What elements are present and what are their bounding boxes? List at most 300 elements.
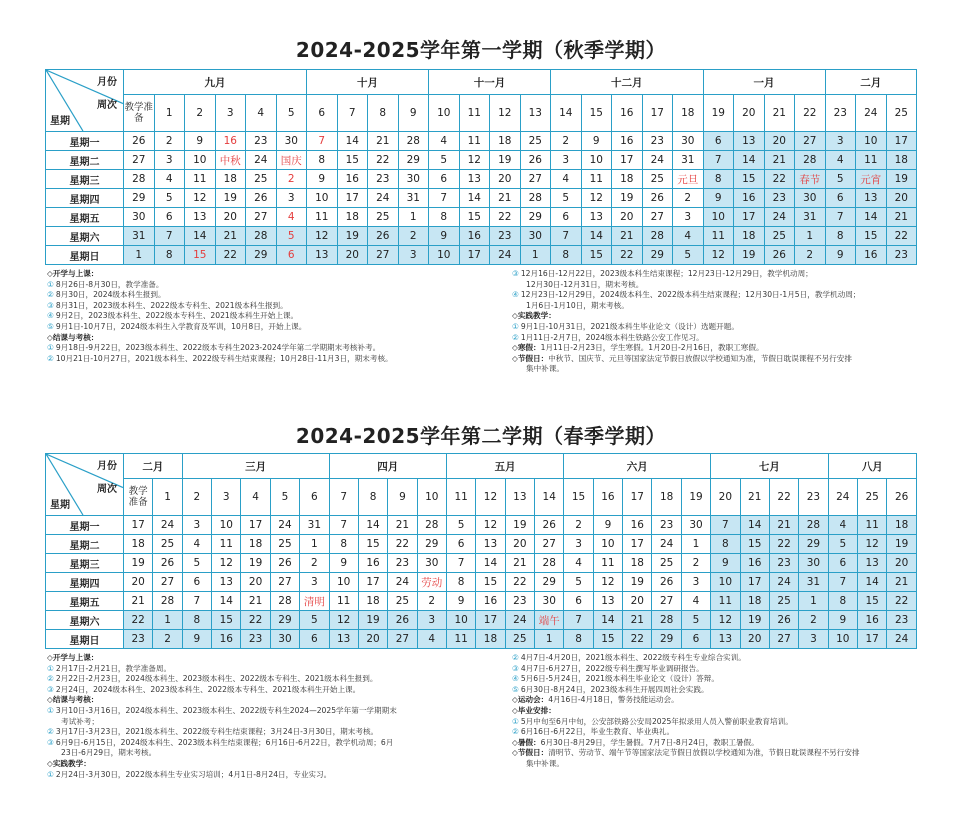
date-cell: 11	[856, 151, 887, 170]
note-line	[512, 727, 917, 738]
date-cell: 17	[740, 573, 769, 592]
week-number: 17	[623, 479, 652, 516]
note-text: 集中补课。	[526, 364, 564, 374]
note-text: 1月11日-2月23日，学生寒假。1月20日-2月16日，教职工寒假。	[540, 343, 764, 353]
date-cell: 26	[769, 611, 798, 630]
date-cell: 2	[398, 227, 429, 246]
date-cell: 27	[246, 208, 277, 227]
date-cell: 4	[681, 592, 710, 611]
date-cell: 15	[212, 611, 241, 630]
note-number: ①	[512, 716, 519, 726]
date-cell: 26	[124, 132, 155, 151]
date-cell: 23	[246, 132, 277, 151]
date-cell: 14	[358, 516, 387, 535]
date-cell: 1	[535, 630, 564, 649]
date-cell: 23	[642, 132, 673, 151]
note-line	[47, 280, 452, 291]
weekday-row	[46, 151, 917, 170]
note-text: 1月11日-2月7日，2024级本科生铁路公安工作见习。	[520, 332, 704, 342]
week-number: 24	[856, 95, 887, 132]
month-header: 七月	[711, 454, 828, 479]
date-cell: 15	[581, 246, 612, 265]
date-cell: 18	[215, 170, 246, 189]
note-number: ②	[47, 290, 54, 300]
month-header: 十一月	[429, 70, 551, 95]
note-heading: ◇结课与考核：	[47, 332, 99, 342]
date-cell: 7	[154, 227, 185, 246]
date-cell: 27	[642, 208, 673, 227]
date-cell: 11	[185, 170, 216, 189]
date-cell: 10	[329, 573, 358, 592]
date-cell: 30	[799, 554, 828, 573]
week-number: 18	[652, 479, 681, 516]
date-cell: 8	[329, 535, 358, 554]
date-cell: 5	[673, 246, 704, 265]
month-header: 八月	[828, 454, 916, 479]
date-cell: 17	[734, 208, 765, 227]
date-cell: 中秋	[215, 151, 246, 170]
note-number: ⑤	[47, 321, 54, 331]
date-cell: 6	[825, 189, 856, 208]
week-number: 教学准备	[124, 479, 153, 516]
date-cell: 11	[329, 592, 358, 611]
date-cell: 14	[185, 227, 216, 246]
date-cell: 26	[246, 189, 277, 208]
date-cell: 22	[124, 611, 153, 630]
note-number: ④	[512, 674, 519, 684]
weekday-label: 星期三	[46, 554, 124, 573]
note-line	[512, 364, 917, 375]
week-number: 1	[153, 479, 182, 516]
date-cell: 23	[505, 592, 534, 611]
week-number: 23	[799, 479, 828, 516]
note-number: ①	[47, 705, 54, 715]
date-cell: 18	[241, 535, 270, 554]
date-cell: 28	[153, 592, 182, 611]
week-number: 4	[246, 95, 277, 132]
note-heading: ◇节假日：	[512, 353, 549, 363]
month-header: 二月	[825, 70, 917, 95]
date-cell: 20	[124, 573, 153, 592]
date-cell: 23	[490, 227, 521, 246]
note-line	[47, 664, 452, 675]
date-cell: 5	[825, 170, 856, 189]
date-cell: 18	[490, 132, 521, 151]
note-line	[47, 653, 452, 664]
date-cell: 29	[246, 246, 277, 265]
date-cell: 19	[490, 151, 521, 170]
date-cell: 19	[241, 554, 270, 573]
date-cell: 14	[459, 189, 490, 208]
header-corner	[46, 454, 124, 516]
date-cell: 10	[429, 246, 460, 265]
note-line	[512, 664, 917, 675]
date-cell: 24	[642, 151, 673, 170]
date-cell: 9	[446, 592, 475, 611]
date-cell: 16	[856, 246, 887, 265]
date-cell: 30	[398, 170, 429, 189]
date-cell: 3	[154, 151, 185, 170]
date-cell: 22	[490, 208, 521, 227]
week-number: 教学准备	[124, 95, 155, 132]
month-header: 五月	[446, 454, 563, 479]
date-cell: 4	[564, 554, 593, 573]
weekday-label: 星期一	[46, 132, 124, 151]
date-cell: 14	[856, 208, 887, 227]
date-cell: 16	[337, 170, 368, 189]
date-cell: 12	[185, 189, 216, 208]
date-cell: 22	[887, 592, 917, 611]
date-cell: 21	[368, 132, 399, 151]
semester-title: 2024-2025学年第一学期（秋季学期）	[295, 38, 667, 62]
week-number: 1	[154, 95, 185, 132]
weekday-row	[46, 611, 917, 630]
weekday-label: 星期二	[46, 535, 124, 554]
date-cell: 8	[307, 151, 338, 170]
note-number: ②	[512, 332, 519, 342]
corner-weekday-label: 星期	[50, 500, 70, 511]
week-number: 16	[593, 479, 622, 516]
date-cell: 8	[828, 592, 857, 611]
date-cell: 4	[551, 170, 582, 189]
date-cell: 30	[681, 516, 710, 535]
date-cell: 28	[124, 170, 155, 189]
week-number: 13	[505, 479, 534, 516]
date-cell: 22	[241, 611, 270, 630]
note-number: ②	[512, 653, 519, 662]
note-line	[512, 653, 917, 664]
date-cell: 11	[711, 592, 740, 611]
note-line	[47, 354, 452, 365]
date-cell: 3	[681, 573, 710, 592]
note-line	[512, 748, 917, 759]
note-text: 集中补课。	[526, 758, 564, 768]
date-cell: 8	[429, 208, 460, 227]
week-number: 15	[581, 95, 612, 132]
date-cell: 4	[828, 516, 857, 535]
date-cell: 20	[886, 189, 917, 208]
corner-month-label: 月份	[97, 77, 117, 88]
date-cell: 17	[886, 132, 917, 151]
date-cell: 17	[459, 246, 490, 265]
date-cell: 5	[182, 554, 211, 573]
date-cell: 17	[612, 151, 643, 170]
date-cell: 6	[429, 170, 460, 189]
date-cell: 7	[446, 554, 475, 573]
date-cell: 12	[581, 189, 612, 208]
date-cell: 16	[740, 554, 769, 573]
date-cell: 9	[711, 554, 740, 573]
date-cell: 6	[182, 573, 211, 592]
date-cell: 31	[124, 227, 155, 246]
date-cell: 7	[711, 516, 740, 535]
weekday-row	[46, 208, 917, 227]
date-cell: 24	[270, 516, 299, 535]
date-cell: 17	[241, 516, 270, 535]
date-cell: 24	[505, 611, 534, 630]
date-cell: 3	[673, 208, 704, 227]
date-cell: 9	[825, 246, 856, 265]
date-cell: 12	[857, 535, 886, 554]
date-cell: 8	[551, 246, 582, 265]
date-cell: 3	[564, 535, 593, 554]
date-cell: 5	[276, 227, 307, 246]
corner-week-label: 周次	[97, 100, 117, 111]
date-cell: 30	[276, 132, 307, 151]
note-line	[512, 717, 917, 728]
date-cell: 7	[429, 189, 460, 208]
date-cell: 13	[476, 535, 505, 554]
date-cell: 26	[520, 151, 551, 170]
date-cell: 10	[581, 151, 612, 170]
date-cell: 6	[276, 246, 307, 265]
date-cell: 14	[857, 573, 886, 592]
date-cell: 5	[681, 611, 710, 630]
note-line	[47, 322, 452, 333]
date-cell: 17	[337, 189, 368, 208]
date-cell: 11	[703, 227, 734, 246]
weekday-row	[46, 132, 917, 151]
note-heading: ◇实践教学：	[512, 311, 556, 321]
date-cell: 28	[398, 132, 429, 151]
date-cell: 2	[564, 516, 593, 535]
date-cell: 19	[612, 189, 643, 208]
date-cell: 15	[459, 208, 490, 227]
date-cell: 12	[307, 227, 338, 246]
note-text: 6月9日-6月15日，2024级本科生、2023级本科生结束课程；6月16日-6月22日，教学机动周；6月	[55, 737, 394, 747]
date-cell: 4	[673, 227, 704, 246]
weekday-row	[46, 535, 917, 554]
note-text: 2月17日-2月21日，教学准备周。	[55, 663, 172, 673]
week-number: 19	[703, 95, 734, 132]
note-number: ④	[47, 311, 54, 321]
date-cell: 8	[182, 611, 211, 630]
date-cell: 28	[520, 189, 551, 208]
date-cell: 10	[828, 630, 857, 649]
note-number: ③	[47, 684, 54, 694]
note-line	[512, 333, 917, 344]
date-cell: 16	[215, 132, 246, 151]
date-cell: 26	[642, 189, 673, 208]
note-line	[47, 759, 452, 770]
note-text: 9月1日-10月31日，2021级本科生毕业论文（设计）选题开题。	[520, 321, 739, 331]
weekday-label: 星期日	[46, 246, 124, 265]
weekday-label: 星期二	[46, 151, 124, 170]
date-cell: 25	[505, 630, 534, 649]
date-cell: 4	[182, 535, 211, 554]
date-cell: 8	[446, 573, 475, 592]
note-text: 4月7日-6月27日，2022级专科生撰写毕业调研报告。	[520, 663, 704, 673]
week-number: 6	[307, 95, 338, 132]
date-cell: 14	[740, 516, 769, 535]
weekday-label: 星期六	[46, 227, 124, 246]
note-text: 考试补考；	[61, 716, 99, 726]
date-cell: 22	[388, 535, 417, 554]
date-cell: 13	[856, 189, 887, 208]
date-cell: 26	[652, 573, 681, 592]
date-cell: 11	[212, 535, 241, 554]
note-text: 清明节、劳动节、端午节等国家法定节假日放假以学校通知为准，节假日耽误课程不另行安排	[548, 748, 860, 758]
date-cell: 9	[828, 611, 857, 630]
note-number: ⑤	[512, 684, 519, 694]
date-cell: 15	[593, 630, 622, 649]
date-cell: 17	[476, 611, 505, 630]
date-cell: 2	[154, 132, 185, 151]
note-line	[512, 759, 917, 770]
date-cell: 3	[300, 573, 329, 592]
date-cell: 5	[564, 573, 593, 592]
month-header: 二月	[124, 454, 183, 479]
date-cell: 18	[740, 592, 769, 611]
date-cell: 2	[153, 630, 182, 649]
week-number: 5	[276, 95, 307, 132]
date-cell: 16	[623, 516, 652, 535]
corner-weekday-label: 星期	[50, 116, 70, 127]
date-cell: 25	[652, 554, 681, 573]
date-cell: 20	[740, 630, 769, 649]
date-cell: 24	[887, 630, 917, 649]
date-cell: 31	[673, 151, 704, 170]
date-cell: 22	[769, 535, 798, 554]
date-cell: 24	[652, 535, 681, 554]
date-cell: 28	[795, 151, 826, 170]
note-text: 12月16日-12月22日，2023级本科生结束课程；12月23日-12月29日，教学机动周；	[520, 269, 813, 278]
date-cell: 6	[551, 208, 582, 227]
week-number: 19	[681, 479, 710, 516]
date-cell: 16	[734, 189, 765, 208]
date-cell: 春节	[795, 170, 826, 189]
date-cell: 21	[241, 592, 270, 611]
month-header: 六月	[564, 454, 711, 479]
date-cell: 16	[612, 132, 643, 151]
note-text: 10月21日-10月27日，2021级本科生、2022级专科生结束课程；10月28日-11月3日，期末考核。	[55, 353, 393, 363]
date-cell: 23	[652, 516, 681, 535]
date-cell: 10	[212, 516, 241, 535]
date-cell: 29	[652, 630, 681, 649]
week-number: 20	[711, 479, 740, 516]
note-heading: ◇运动会：	[512, 695, 549, 705]
month-header: 三月	[182, 454, 329, 479]
date-cell: 9	[703, 189, 734, 208]
date-cell: 29	[799, 535, 828, 554]
date-cell: 20	[358, 630, 387, 649]
note-text: 1月6日-1月10日，期末考核。	[526, 300, 629, 310]
weekday-row	[46, 630, 917, 649]
date-cell: 7	[182, 592, 211, 611]
date-cell: 国庆	[276, 151, 307, 170]
note-text: 2月22日-2月23日，2024级本科生、2023级本科生、2022级本专科生、2021级本科生报到。	[55, 674, 378, 684]
week-number: 23	[825, 95, 856, 132]
date-cell: 16	[476, 592, 505, 611]
date-cell: 13	[581, 208, 612, 227]
date-cell: 18	[124, 535, 153, 554]
weekday-row	[46, 227, 917, 246]
weekday-label: 星期五	[46, 208, 124, 227]
week-number: 17	[642, 95, 673, 132]
date-cell: 3	[182, 516, 211, 535]
week-number: 2	[182, 479, 211, 516]
month-header: 九月	[124, 70, 307, 95]
note-heading: ◇开学与上课：	[47, 653, 99, 662]
notes-right	[452, 269, 917, 375]
date-cell: 7	[329, 516, 358, 535]
date-cell: 14	[734, 151, 765, 170]
week-number: 10	[429, 95, 460, 132]
note-line	[47, 301, 452, 312]
note-text: 4月7日-4月20日，2021级本科生、2022级专科生专业综合实训。	[520, 653, 746, 662]
date-cell: 27	[153, 573, 182, 592]
date-cell: 12	[593, 573, 622, 592]
date-cell: 13	[185, 208, 216, 227]
week-number: 13	[520, 95, 551, 132]
month-header: 十月	[307, 70, 429, 95]
date-cell: 8	[825, 227, 856, 246]
note-text: 4月16日-4月18日，警务技能运动会。	[548, 695, 679, 705]
date-cell: 10	[185, 151, 216, 170]
note-line	[47, 770, 452, 781]
date-cell: 18	[623, 554, 652, 573]
week-number: 12	[490, 95, 521, 132]
date-cell: 29	[535, 573, 564, 592]
date-cell: 5	[446, 516, 475, 535]
date-cell: 元宵	[856, 170, 887, 189]
date-cell: 27	[535, 535, 564, 554]
date-cell: 25	[764, 227, 795, 246]
note-line	[47, 738, 452, 749]
date-cell: 11	[857, 516, 886, 535]
date-cell: 2	[417, 592, 446, 611]
calendar-table	[45, 453, 917, 649]
note-line	[47, 748, 452, 759]
note-line	[47, 311, 452, 322]
date-cell: 21	[623, 611, 652, 630]
date-cell: 4	[154, 170, 185, 189]
date-cell: 25	[642, 170, 673, 189]
date-cell: 19	[124, 554, 153, 573]
weekday-label: 星期日	[46, 630, 124, 649]
date-cell: 4	[429, 132, 460, 151]
note-text: 6月30日-8月24日，2023级本科生开展四周社会实践。	[520, 684, 709, 694]
date-cell: 23	[886, 246, 917, 265]
date-cell: 16	[212, 630, 241, 649]
note-text: 5月6日-5月24日，2021级本科生毕业论文（设计）答辩。	[520, 674, 719, 684]
date-cell: 5	[300, 611, 329, 630]
date-cell: 23	[764, 189, 795, 208]
date-cell: 2	[795, 246, 826, 265]
date-cell: 20	[505, 535, 534, 554]
note-text: 12月30日-12月31日，期末考核。	[526, 279, 644, 289]
note-number: ③	[512, 663, 519, 673]
week-number: 15	[564, 479, 593, 516]
note-text: 2月24日，2024级本科生、2023级本科生、2022级本专科生、2021级本科生开始上课。	[55, 684, 361, 694]
date-cell: 26	[368, 227, 399, 246]
note-number: ①	[512, 321, 519, 331]
date-cell: 28	[246, 227, 277, 246]
date-cell: 24	[368, 189, 399, 208]
date-cell: 13	[212, 573, 241, 592]
date-cell: 25	[368, 208, 399, 227]
date-cell: 14	[212, 592, 241, 611]
note-line	[47, 706, 452, 717]
weekday-label: 星期六	[46, 611, 124, 630]
note-line	[47, 717, 452, 728]
date-cell: 20	[215, 208, 246, 227]
date-cell: 23	[887, 611, 917, 630]
note-text: 8月31日，2023级本科生、2022级本专科生、2021级本科生报到。	[55, 300, 288, 310]
date-cell: 13	[857, 554, 886, 573]
date-cell: 5	[828, 535, 857, 554]
date-cell: 7	[828, 573, 857, 592]
